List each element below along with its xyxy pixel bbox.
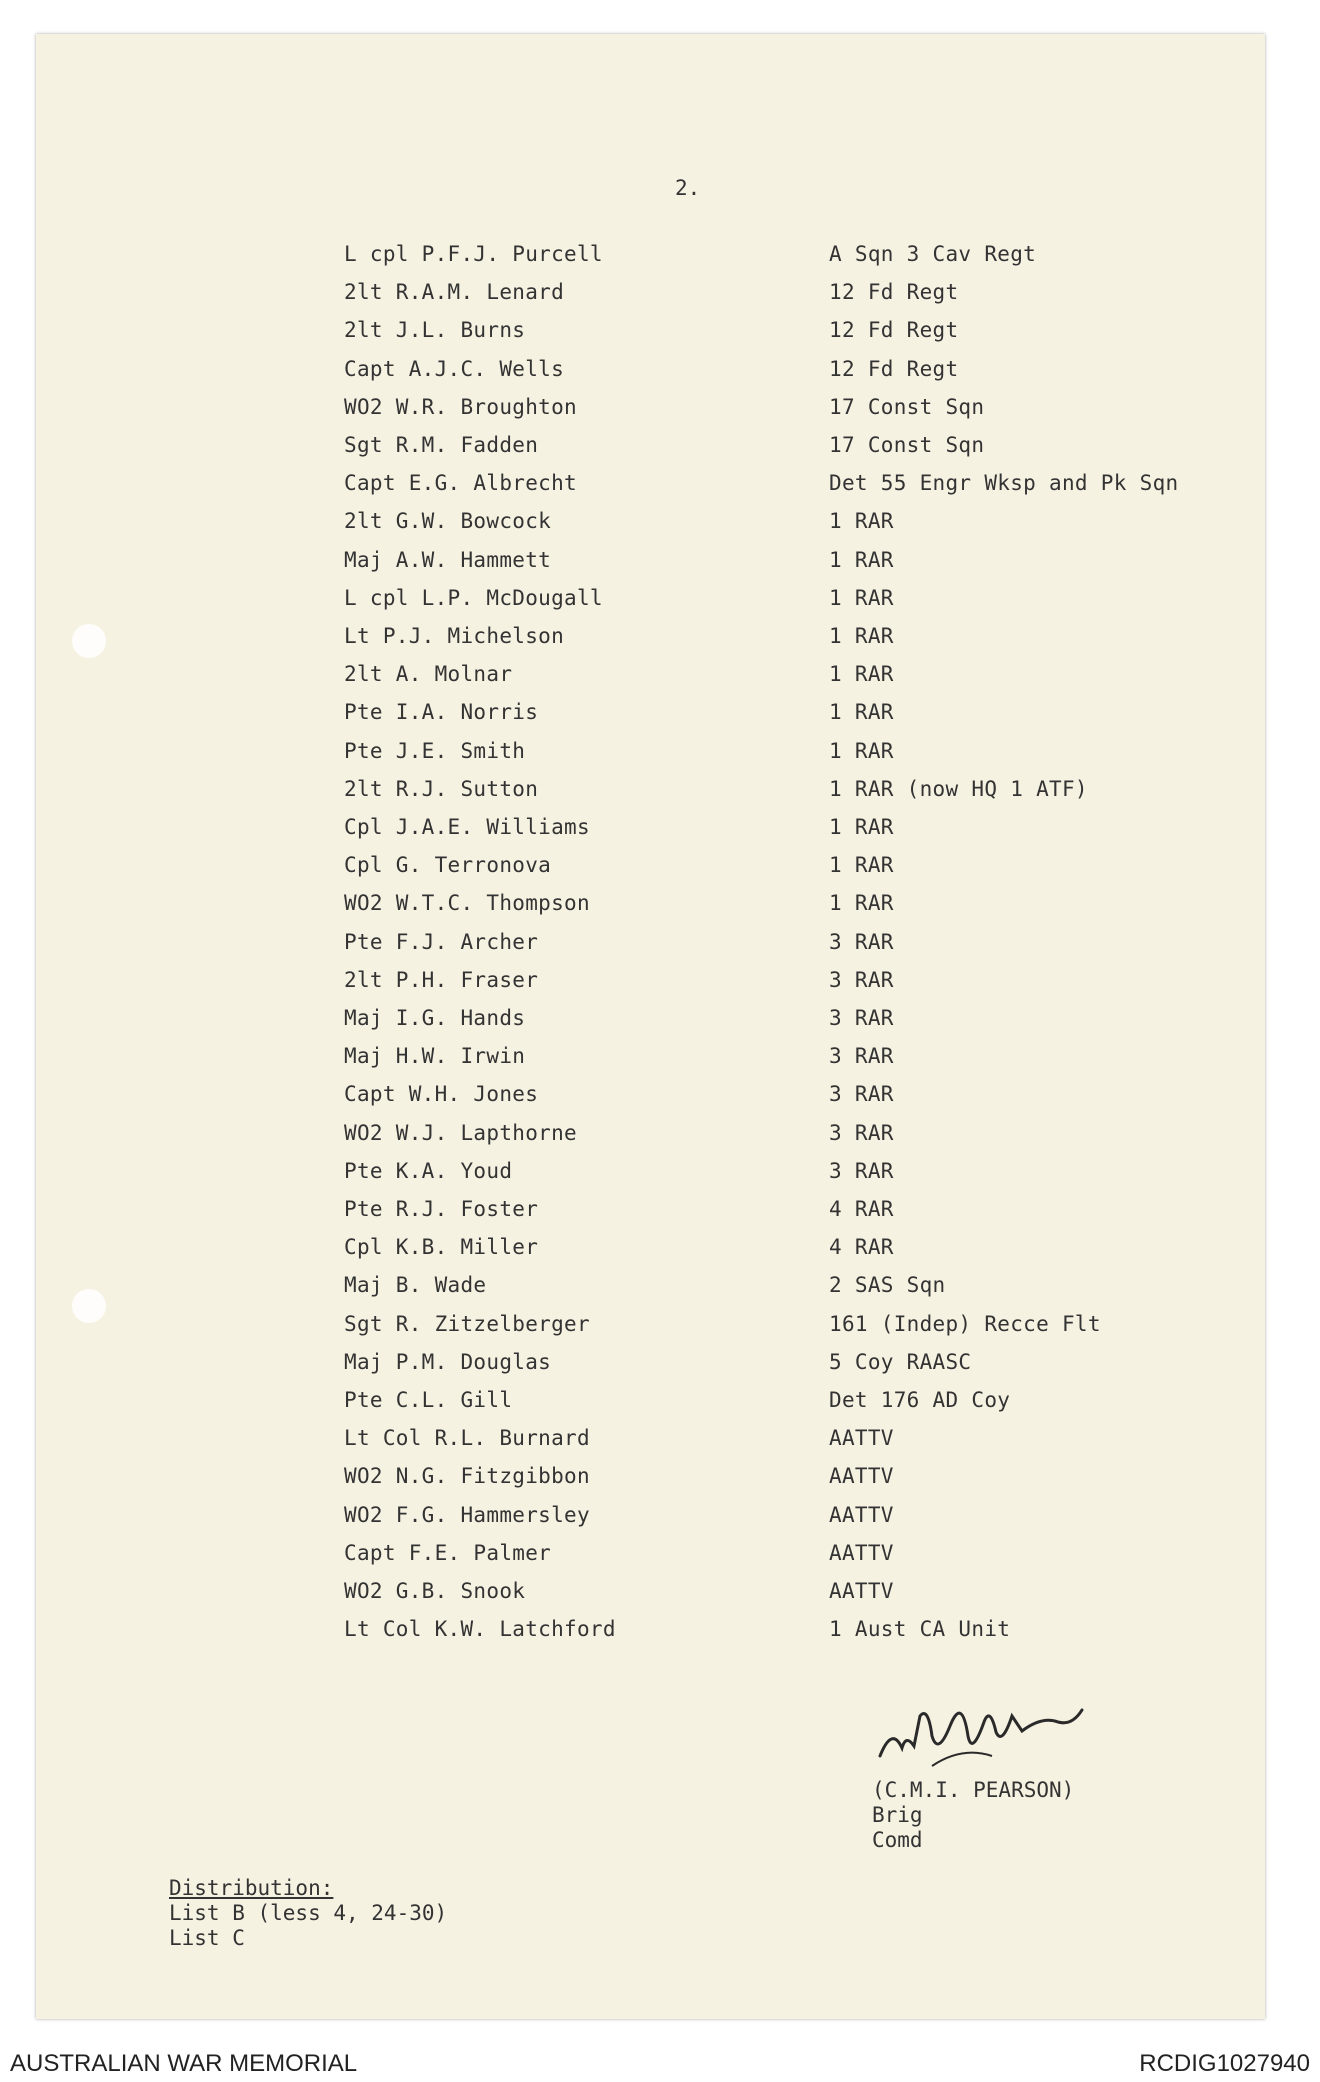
personnel-name: Pte F.J. Archer xyxy=(344,929,539,954)
personnel-unit: Det 176 AD Coy xyxy=(829,1388,1011,1412)
personnel-row xyxy=(36,1044,1265,1080)
personnel-row xyxy=(36,1197,1265,1233)
personnel-unit: 1 RAR xyxy=(829,662,894,687)
personnel-unit: AATTV xyxy=(829,1502,894,1527)
personnel-unit: 12 Fd Regt xyxy=(829,280,959,305)
personnel-name: L cpl P.F.J. Purcell xyxy=(344,242,603,266)
personnel-unit: AATTV xyxy=(829,1464,894,1489)
document-page xyxy=(36,34,1265,2019)
personnel-row xyxy=(36,700,1265,736)
personnel-row xyxy=(36,1082,1265,1118)
personnel-unit: AATTV xyxy=(829,1579,894,1603)
distribution-heading: Distribution: xyxy=(169,1876,334,1900)
personnel-name: Capt E.G. Albrecht xyxy=(344,471,577,496)
personnel-row xyxy=(36,1503,1265,1539)
personnel-unit: 12 Fd Regt xyxy=(829,356,959,381)
personnel-unit: 3 RAR xyxy=(829,1044,894,1069)
personnel-name: WO2 W.T.C. Thompson xyxy=(344,891,590,916)
personnel-row xyxy=(36,242,1265,278)
personnel-row xyxy=(36,471,1265,507)
personnel-row xyxy=(36,586,1265,622)
personnel-row xyxy=(36,357,1265,393)
personnel-name: Capt W.H. Jones xyxy=(344,1082,539,1107)
personnel-row xyxy=(36,624,1265,660)
personnel-unit: 1 RAR xyxy=(829,585,894,610)
personnel-row xyxy=(36,1159,1265,1195)
personnel-name: WO2 G.B. Snook xyxy=(344,1579,526,1603)
personnel-row xyxy=(36,280,1265,316)
personnel-unit: 3 RAR xyxy=(829,929,894,954)
personnel-unit: 3 RAR xyxy=(829,967,894,992)
personnel-row xyxy=(36,815,1265,851)
personnel-unit: 1 RAR xyxy=(829,815,894,839)
personnel-name: Pte C.L. Gill xyxy=(344,1388,513,1412)
personnel-name: WO2 W.J. Lapthorne xyxy=(344,1120,577,1145)
personnel-row xyxy=(36,395,1265,431)
personnel-name: 2lt P.H. Fraser xyxy=(344,967,539,992)
personnel-unit: 1 RAR xyxy=(829,700,894,725)
personnel-unit: AATTV xyxy=(829,1426,894,1451)
personnel-name: 2lt A. Molnar xyxy=(344,662,513,687)
personnel-name: 2lt G.W. Bowcock xyxy=(344,509,552,534)
personnel-unit: Det 55 Engr Wksp and Pk Sqn xyxy=(829,471,1179,496)
signatory-appointment: Comd xyxy=(872,1828,923,1852)
personnel-row xyxy=(36,1426,1265,1462)
personnel-name: Maj I.G. Hands xyxy=(344,1006,526,1030)
personnel-name: Pte I.A. Norris xyxy=(344,700,539,725)
personnel-row xyxy=(36,1541,1265,1577)
signatory-name: (C.M.I. PEARSON) xyxy=(872,1778,1075,1802)
personnel-name: Pte K.A. Youd xyxy=(344,1158,513,1183)
personnel-unit: 4 RAR xyxy=(829,1235,894,1260)
personnel-row xyxy=(36,1006,1265,1042)
personnel-unit: A Sqn 3 Cav Regt xyxy=(829,242,1037,266)
personnel-name: Pte R.J. Foster xyxy=(344,1197,539,1221)
personnel-unit: AATTV xyxy=(829,1540,894,1565)
personnel-name: Maj B. Wade xyxy=(344,1273,487,1298)
personnel-row xyxy=(36,548,1265,584)
personnel-name: Lt Col R.L. Burnard xyxy=(344,1426,590,1451)
personnel-name: Pte J.E. Smith xyxy=(344,738,526,763)
personnel-unit: 17 Const Sqn xyxy=(829,433,985,457)
personnel-row xyxy=(36,318,1265,354)
personnel-row xyxy=(36,1617,1265,1653)
personnel-unit: 3 RAR xyxy=(829,1082,894,1107)
distribution-line: List B (less 4, 24-30) xyxy=(169,1901,448,1925)
personnel-unit: 1 RAR xyxy=(829,891,894,916)
distribution-block xyxy=(169,1876,447,1951)
personnel-unit: 1 RAR xyxy=(829,624,894,648)
personnel-row xyxy=(36,739,1265,775)
personnel-unit: 3 RAR xyxy=(829,1120,894,1145)
personnel-name: Cpl J.A.E. Williams xyxy=(344,815,590,839)
personnel-name: Lt Col K.W. Latchford xyxy=(344,1617,616,1642)
personnel-unit: 1 RAR xyxy=(829,738,894,763)
personnel-unit: 3 RAR xyxy=(829,1006,894,1030)
personnel-name: WO2 N.G. Fitzgibbon xyxy=(344,1464,590,1489)
distribution-line: List C xyxy=(169,1926,245,1950)
archive-credit: AUSTRALIAN WAR MEMORIAL xyxy=(10,2050,358,2077)
personnel-row xyxy=(36,509,1265,545)
personnel-row xyxy=(36,1273,1265,1309)
personnel-name: L cpl L.P. McDougall xyxy=(344,585,603,610)
personnel-row xyxy=(36,853,1265,889)
personnel-row xyxy=(36,1350,1265,1386)
personnel-row xyxy=(36,891,1265,927)
personnel-name: Cpl G. Terronova xyxy=(344,853,552,878)
personnel-name: 2lt J.L. Burns xyxy=(344,318,526,343)
personnel-name: Sgt R. Zitzelberger xyxy=(344,1311,590,1336)
personnel-name: Maj A.W. Hammett xyxy=(344,547,552,572)
personnel-name: 2lt R.A.M. Lenard xyxy=(344,280,565,305)
personnel-row xyxy=(36,1388,1265,1424)
personnel-unit: 5 Coy RAASC xyxy=(829,1349,972,1374)
personnel-unit: 3 RAR xyxy=(829,1158,894,1183)
personnel-name: Sgt R.M. Fadden xyxy=(344,433,539,457)
personnel-name: Lt P.J. Michelson xyxy=(344,624,565,648)
archive-id: RCDIG1027940 xyxy=(1139,2050,1310,2077)
personnel-unit: 161 (Indep) Recce Flt xyxy=(829,1311,1101,1336)
personnel-row xyxy=(36,968,1265,1004)
personnel-name: WO2 F.G. Hammersley xyxy=(344,1502,590,1527)
page-number: 2. xyxy=(675,176,701,200)
personnel-row xyxy=(36,777,1265,813)
personnel-unit: 1 RAR (now HQ 1 ATF) xyxy=(829,776,1088,801)
personnel-name: Maj P.M. Douglas xyxy=(344,1349,552,1374)
personnel-row xyxy=(36,1235,1265,1271)
personnel-unit: 4 RAR xyxy=(829,1197,894,1221)
personnel-row xyxy=(36,1312,1265,1348)
personnel-name: 2lt R.J. Sutton xyxy=(344,776,539,801)
personnel-unit: 1 RAR xyxy=(829,853,894,878)
personnel-name: Capt A.J.C. Wells xyxy=(344,356,565,381)
personnel-unit: 1 Aust CA Unit xyxy=(829,1617,1011,1642)
personnel-row xyxy=(36,433,1265,469)
signature-scrawl xyxy=(872,1686,1122,1776)
personnel-unit: 12 Fd Regt xyxy=(829,318,959,343)
signature-block xyxy=(872,1778,1074,1853)
personnel-unit: 1 RAR xyxy=(829,509,894,534)
personnel-unit: 2 SAS Sqn xyxy=(829,1273,946,1298)
personnel-row xyxy=(36,1464,1265,1500)
personnel-row xyxy=(36,930,1265,966)
personnel-name: Capt F.E. Palmer xyxy=(344,1540,552,1565)
personnel-unit: 1 RAR xyxy=(829,547,894,572)
personnel-row xyxy=(36,1579,1265,1615)
personnel-row xyxy=(36,1121,1265,1157)
personnel-name: WO2 W.R. Broughton xyxy=(344,394,577,419)
signatory-rank: Brig xyxy=(872,1803,923,1827)
personnel-unit: 17 Const Sqn xyxy=(829,394,985,419)
personnel-name: Cpl K.B. Miller xyxy=(344,1235,539,1260)
personnel-name: Maj H.W. Irwin xyxy=(344,1044,526,1069)
personnel-row xyxy=(36,662,1265,698)
